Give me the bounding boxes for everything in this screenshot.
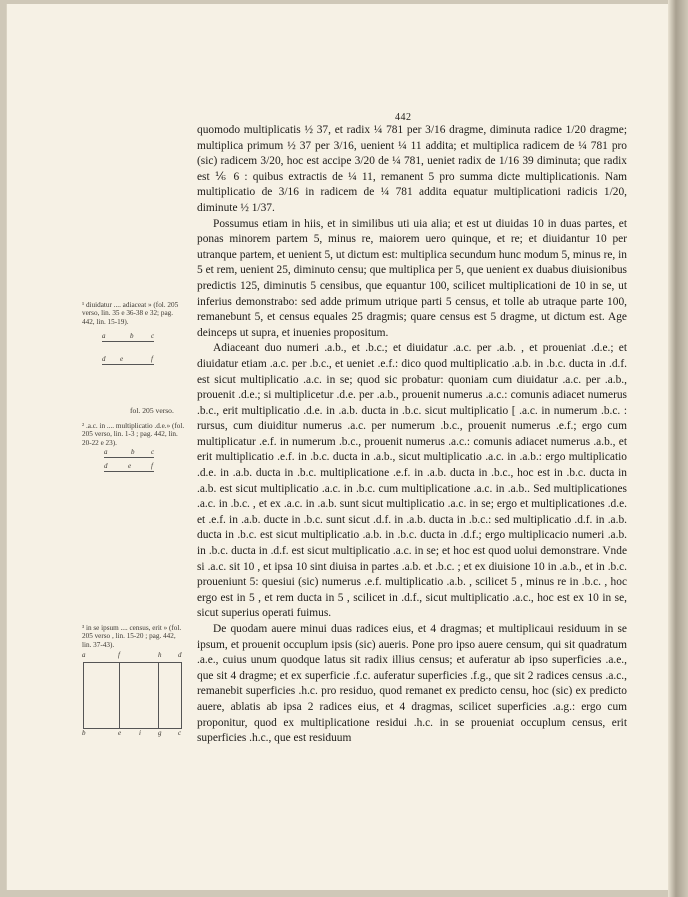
page-edge-shadow [668, 0, 688, 897]
fig1-label-f: f [151, 355, 153, 363]
side-note-2: ² .a.c. in .... multiplicatio .d.e.» (fol. 205 verso, lin. 1-3 ; pag. 442, lin. 20-22 e 23). [82, 422, 185, 447]
fig2-label-b: b [131, 448, 135, 456]
fig2-label-a: a [104, 448, 108, 456]
fig1-label-a: a [102, 332, 106, 340]
fig2-label-c: c [151, 448, 155, 456]
fig3-label-a: a [82, 651, 86, 659]
fig3-label-d: d [178, 651, 182, 659]
fig1-label-d: d [102, 355, 106, 363]
fig1-label-b: b [130, 332, 134, 340]
fig3-label-f: f [118, 651, 120, 659]
folio-reference: fol. 205 verso. [130, 406, 174, 415]
paragraph-4: De quodam auere minui duas radices eius, et 4 dragmas; et multiplicaui residuum in se ipsum, et prouenit occuplum ipsis (sic) aueris. Pone pro ipso auere censum, qui sit quadratum .a.e., cuius unum quodque latus sit radix illius census; et auferatur ab ipso superficies .a.e., que sit 4 dragme; et ex superficie .f.c. auferatur superficies .f.g., que sit 2 radices census .a.c., remanebit superficies .h.c. pro residuo, quod remanet ex predicto censu, hoc (sic) ex predicto auere, ablatis ab ipsa 2 radices eius, et 4 dragmas, scilicet superficies .a.g.: ergo cum proponitur, quod ex multiplicatione residui .h.c. in se proueniat occuplum census, erit superficies .h.c., que est residuum [197, 623, 627, 745]
fig2-label-d: d [104, 462, 108, 470]
fig2-line-df [104, 471, 154, 472]
fig1-line-ac [102, 341, 154, 342]
fig3-label-c: c [178, 729, 182, 737]
main-text [197, 123, 627, 747]
fig1-label-e: e [120, 355, 124, 363]
side-note-3: ³ in se ipsum .... census, erit » (fol. 205 verso , lin. 15-20 ; pag. 442, lin. 37-43). [82, 624, 182, 649]
fig3-label-g: g [158, 729, 162, 737]
fig1-label-c: c [151, 332, 155, 340]
fig3-label-e: e [118, 729, 122, 737]
fig3-label-b: b [82, 729, 86, 737]
fig3-line-hg [158, 662, 159, 728]
fig2-label-e: e [128, 462, 132, 470]
paragraph-2: Possumus etiam in hiis, et in similibus uti uia alia; et est ut diuidas 10 in duas partes, et ponas minorem partem 5, minus re, maiorem uero quinque, et re; et diuidantur 10 per utranque partem, et uenient 5, ut dictum est: multiplica secundum hunc modum 5, minus re, in 5 et rem, uenient 25, diminuto censu; que multiplica per 5, que uenient ex duabus diuisionibus predictis 125, diminutis 5 censibus, que equantur 100, scilicet multiplicationi de 10 in se, ut inferius demonstrabo: sed adde primum utrique parti 5 census, et tolle ab utraque parte 100, remanebunt 5, et census equales 25 dragmis; quare census est 5 dragme, ut dictum est. Age deinceps ut supra, et inuenies propositum. [197, 217, 627, 339]
side-note-1: ¹ diuidatur .... adiaceat » (fol. 205 verso, lin. 35 e 36-38 e 32; pag. 442, lin. 15-19). [82, 301, 179, 326]
fig1-line-df [102, 364, 154, 365]
fig3-line-fe [119, 662, 120, 728]
paragraph-3: Adiaceant duo numeri .a.b., et .b.c.; et diuidatur .a.c. per .a.b. , et proueniat .d.e.; et diuidatur etiam .a.c. per .b.c., et ueniet .e.f.: dico quod multiplicatio .a.b. in .b.c. ducta in .d.f. est sicut multiplicatio .a.c. in se; quod sic probatur: quoniam cum diuidatur .a.c. per .a.b., prouenit .d.e.; si multiplicetur .d.e. per .a.b., prouenit numerus .a.c.: comunis adiacet numerus .b.c., erit multiplicatio .d.e. in .a.b. ducta in .b.c. sicut multiplicatio [ .a.c. in numerum .b.c. : rursus, cum diuiditur numerus .a.c. per numerum .b.c., prouenit numerus .e.f.; ergo cum multiplicatur .e.f. in numerum .b.c., prouenit numerus .a.c.: comunis adiacet numerus .a.b., et erit multiplicatio .e.f. in .b.c. ducta in .a.b., sicut multiplicatio .a.c. in .a.b.: ergo multiplicatio .d.e. in .a.b. ducta in .b.c. multiplicatione .e.f. in .a.b. ducta in .b.c., hoc est in .b.c. ducta in .a.b. est sicut multiplicatio .a.c. in .b.c. cum multiplicatione .a.c. in .a.b.. Sed multiplicationes .a.c. in .b.c. , et ex .a.c. in .a.b. sunt sicut multiplicatio .a.c. in se; ergo et multiplicationes .d.e. et .e.f. in .a.b. ducte in .b.c. sunt sicut .d.f. in .a.b. ducta in .b.c.: sed multiplicatio .d.f. in .a.b. ducta in .b.c. est sicut multiplicatio .a.b. in .b.c. ducta in .d.f.; ergo multiplicacio numeri .a.b. in .b.c. ducta in .d.f. est sicut multiplicatio .a.c. in se; et hoc est quod uolui demonstrare. Vnde si .a.c. sit 10 , et ipsa 10 sint diuisa in partes .a.b. et .b.c. ; et ex diuisione 10 in .a.b., et in .b.c. proueniunt 5: quesiui (sic) numerus .e.f. multiplicatio .a.b. , scilicet 5 , minus re in .b.c. , hoc ergo est in 5 , et rem ducta in 5 , scilicet in .d.f., sicut multiplicatio .a.c., hoc est ex 10 in se, sicut superius operati fuimus. [197, 342, 627, 620]
fig2-label-f: f [151, 462, 153, 470]
fig2-line-ac [104, 457, 154, 458]
fig3-label-h: h [158, 651, 162, 659]
fig3-square [83, 662, 182, 729]
paragraph-1: quomodo multiplicatis ½ 37, et radix ¼ 781 per 3/16 dragme, diminuta radice 1/20 dragme; multiplica primum ½ 37 per 3/16, uenient ¼ 11 addita; et multiplica radicem de ¼ 781 pro (sic) radicem 3/20, hoc est accipe 3/20 de ¼ 781, ueniet radix de 1/16 39 diminuta; que radix est ⅙ 6 : quibus extractis de ¼ 11, remanent 5 pro summa dicte multiplicationis. Nam multiplicatio de 3/16 in radicem de ¼ 781 addita equatur multiplicationi radicis 1/20, diminute ½ 1/37. [197, 124, 627, 214]
page-number: 442 [395, 112, 412, 123]
fig3-label-i: i [139, 729, 141, 737]
